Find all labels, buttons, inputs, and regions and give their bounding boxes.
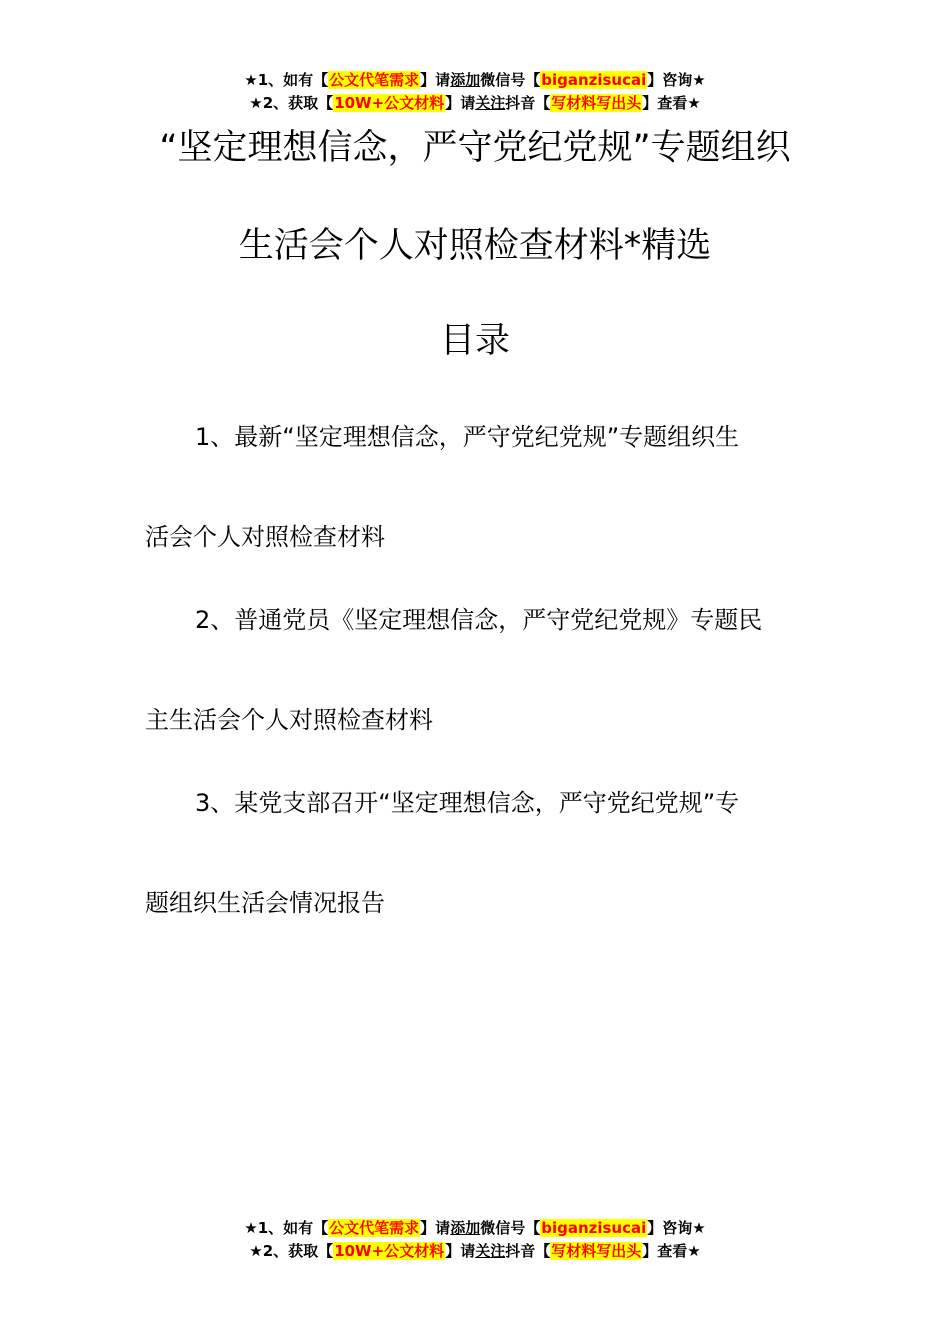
toc-item-2-line-2: 主生活会个人对照检查材料	[145, 706, 433, 734]
toc-heading: 目录	[439, 321, 510, 361]
footer-ad-line-1-suffix: 】咨询★	[647, 1219, 706, 1237]
footer-ad-materials-highlight: 10W+公文材料	[334, 1242, 445, 1260]
footer-ad-douyin-account-highlight: 写材料写出头	[551, 1242, 642, 1260]
ad-wechat-id-highlight: biganzisucai	[541, 71, 647, 89]
footer-ad-line-1	[0, 1217, 950, 1240]
ad-service-highlight: 公文代笔需求	[329, 71, 420, 89]
footer-ad-line-2-middle: 】请	[445, 1242, 476, 1260]
footer-ad-follow-underlined: 关注	[475, 1242, 506, 1260]
footer-ad-line-1-middle: 】请	[420, 1219, 451, 1237]
ad-materials-highlight: 10W+公文材料	[334, 94, 445, 112]
ad-line-2-suffix: 】查看★	[642, 94, 701, 112]
ad-line-1-prefix: ★1、如有【	[244, 71, 329, 89]
footer-ad-line-2-prefix: ★2、获取【	[249, 1242, 334, 1260]
toc-item-3-line-1: 3、某党支部召开“坚定理想信念，严守党纪党规”专	[195, 789, 740, 817]
footer-ad-line-2	[0, 1240, 950, 1263]
ad-douyin-account-highlight: 写材料写出头	[551, 94, 642, 112]
footer-ad-line-2-middle-2: 抖音【	[505, 1242, 551, 1260]
document-title-line-2: 生活会个人对照检查材料*精选	[238, 226, 712, 266]
footer-ad-banner	[0, 1217, 950, 1263]
footer-ad-service-highlight: 公文代笔需求	[329, 1219, 420, 1237]
document-title-line-1: “坚定理想信念，严守党纪党规”专题组织	[159, 128, 791, 168]
toc-item-1-line-1: 1、最新“坚定理想信念，严守党纪党规”专题组织生	[195, 423, 740, 451]
ad-line-1	[0, 69, 950, 92]
ad-add-underlined: 添加	[450, 71, 481, 89]
ad-line-1-suffix: 】咨询★	[647, 71, 706, 89]
ad-line-1-middle: 】请	[420, 71, 451, 89]
toc-item-3-line-2: 题组织生活会情况报告	[145, 889, 385, 917]
footer-ad-line-1-prefix: ★1、如有【	[244, 1219, 329, 1237]
footer-ad-add-underlined: 添加	[450, 1219, 481, 1237]
ad-line-2-middle-2: 抖音【	[505, 94, 551, 112]
footer-ad-wechat-id-highlight: biganzisucai	[541, 1219, 647, 1237]
header-ad-banner	[0, 69, 950, 115]
ad-follow-underlined: 关注	[475, 94, 506, 112]
footer-ad-line-2-suffix: 】查看★	[642, 1242, 701, 1260]
toc-item-2-line-1: 2、普通党员《坚定理想信念，严守党纪党规》专题民	[195, 606, 763, 634]
ad-line-2-middle: 】请	[445, 94, 476, 112]
ad-line-2	[0, 92, 950, 115]
ad-line-2-prefix: ★2、获取【	[249, 94, 334, 112]
ad-line-1-middle-2: 微信号【	[480, 71, 541, 89]
toc-item-1-line-2: 活会个人对照检查材料	[145, 523, 385, 551]
footer-ad-line-1-middle-2: 微信号【	[480, 1219, 541, 1237]
